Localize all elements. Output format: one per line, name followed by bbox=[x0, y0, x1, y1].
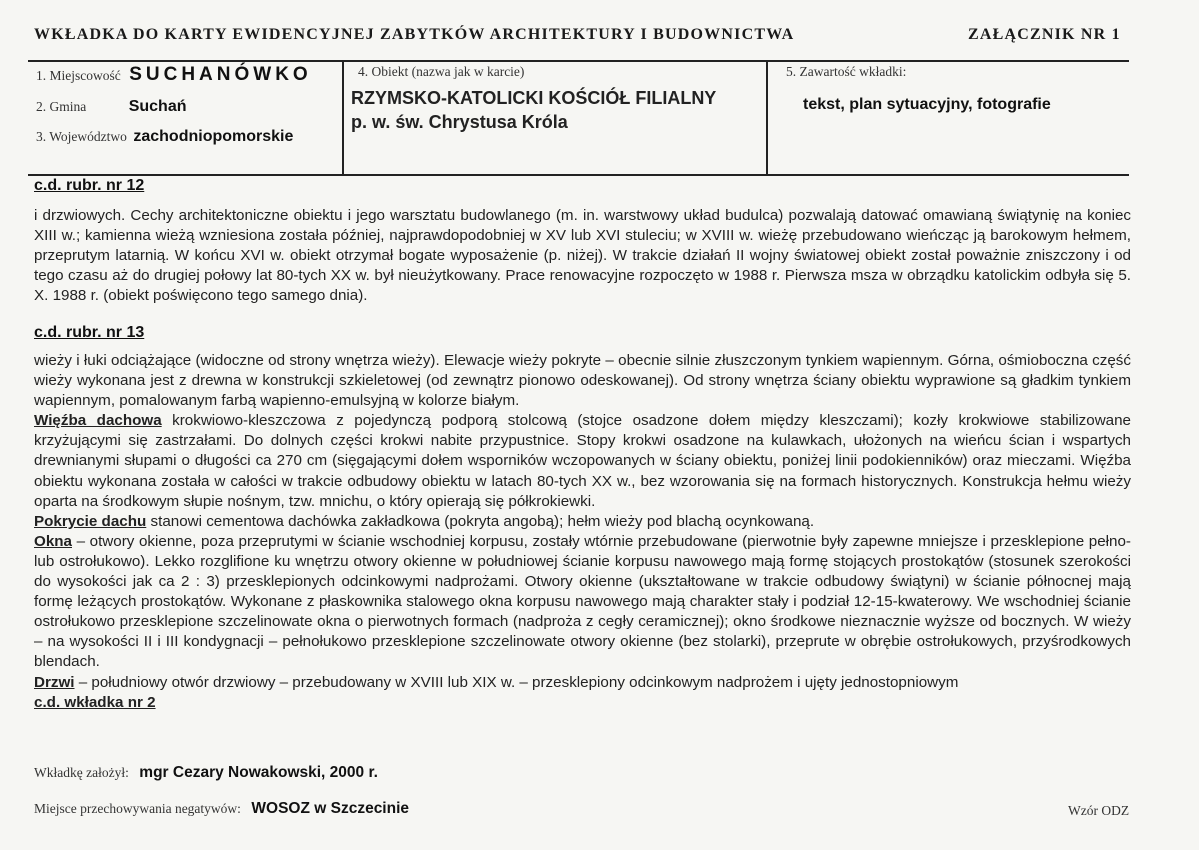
continued-link: c.d. wkładka nr 2 bbox=[34, 693, 156, 711]
field-voivodeship bbox=[36, 128, 293, 146]
field-commune-label: 2. Gmina bbox=[36, 99, 87, 114]
field-commune bbox=[36, 98, 187, 116]
roof-truss-heading: Więźba dachowa bbox=[34, 412, 162, 430]
field-object-value-line2: p. w. św. Chrystusa Króla bbox=[351, 112, 568, 132]
roof-covering-text: stanowi cementowa dachówka zakładkowa (pokryta angobą); hełm wieży pod blachą ocynkowaną. bbox=[146, 512, 815, 530]
section-13-body bbox=[34, 351, 1131, 713]
footer-author-label: Wkładkę założył: bbox=[34, 765, 129, 780]
doors-text: – południowy otwór drzwiowy – przebudowany w XVIII lub XIX w. – przesklepiony odcinkowym nadprożem i ujęty jednostopniowym bbox=[74, 673, 959, 691]
roof-covering-heading: Pokrycie dachu bbox=[34, 512, 147, 530]
field-locality-label: 1. Miejscowość bbox=[36, 68, 121, 83]
field-locality bbox=[36, 64, 312, 86]
footer-storage bbox=[34, 800, 409, 818]
section-12-title: c.d. rubr. nr 12 bbox=[34, 177, 145, 194]
annex-label: ZAŁĄCZNIK NR 1 bbox=[968, 26, 1121, 43]
field-locality-value: SUCHANÓWKO bbox=[129, 64, 312, 85]
section-13-intro: wieży i łuki odciążające (widoczne od strony wnętrza wieży). Elewacje wieży pokryte – obecnie silnie złuszczonym tynkiem wapiennym. Górna, ośmioboczna część wieży wykonana jest z drewna w konstrukcji szkieletowej (od zewnątrz pionowo odeskowanej). Od strony wnętrza ściany obiektu wyprawione są gładkim tynkiem wapiennym, pomalowanym farbą wapienno-emulsyjną w kolorze białym. bbox=[34, 352, 1131, 410]
field-contents-value: tekst, plan sytuacyjny, fotografie bbox=[803, 96, 1051, 113]
footer-storage-value: WOSOZ w Szczecinie bbox=[251, 800, 410, 817]
form-divider-right bbox=[766, 61, 768, 175]
field-voivodeship-value: zachodniopomorskie bbox=[133, 128, 294, 145]
windows-heading: Okna bbox=[34, 532, 72, 550]
roof-truss-text: krokwiowo-kleszczowa z pojedynczą podporą stolcową (stojce osadzone dołem między kleszczami); kozły krokwiowe stabilizowane krzyżującymi się zastrzałami. Do dolnych części krokwi nabite przypustnice. Stopy krokwi osadzone na kulawkach, ułożonych na wieńcu ścian i wspartych drewnianymi słupami o długości ca 270 cm (sięgającymi dołem wsporników wczopowanych w ściany obiektu, poniżej linii podokienników) oraz mieczami. Więźba obiektu wykonana została w całości w trakcie odbudowy obiektu w latach 80-tych XX w., bez wzorowania się na formach historycznych. Konstrukcja hełmu wieży oparta na środkowym słupie nośnym, tzw. mnichu, o który opierają się półkrokiewki. bbox=[34, 412, 1132, 510]
field-voivodeship-label: 3. Województwo bbox=[36, 129, 127, 144]
field-commune-value: Suchań bbox=[128, 98, 187, 115]
section-13-title: c.d. rubr. nr 13 bbox=[34, 324, 145, 341]
footer-form-label: Wzór ODZ bbox=[1068, 803, 1130, 818]
document-title: WKŁADKA DO KARTY EWIDENCYJNEJ ZABYTKÓW ARCHITEKTURY I BUDOWNICTWA bbox=[34, 26, 795, 43]
doors-heading: Drzwi bbox=[34, 673, 75, 691]
field-contents-label: 5. Zawartość wkładki: bbox=[786, 64, 907, 79]
form-bottom-border bbox=[28, 174, 1129, 176]
field-object-label: 4. Obiekt (nazwa jak w karcie) bbox=[358, 64, 525, 79]
windows-text: – otwory okienne, poza przeprutymi w ścianie wschodniej korpusu, zostały wtórnie przebudowane (pierwotnie były zapewne mniejsze i przesklepione pełno- lub ostrołukowo). Lekko rozglifione ku wnętrzu otwory okienne w południowej ścianie korpusu nawowego mają formę stojących prostokątów (stosunek szerokości do wysokości jak ca 2 : 3) przesklepionych odcinkowymi nadprożami. Otwory okienne (ukształtowane w trakcie odbudowy świątyni) w ścianie północnej mają formę leżących prostokątów. Wykonane z płaskownika stalowego okna korpusu nawowego mają charakter stały i podział 12-15-kwaterowy. We wschodniej ścianie ostrołukowo przesklepione szczelinowate okna o pierwotnych formach (nadproża z cegły ceramicznej); okno środkowe nieznacznie wyższe od bocznych. W wieży – na wysokości II i III kondygnacji – pełnołukowo przesklepione szczelinowate otwory okienne (bez stolarki), przeprute w obrębie ostrołukowych, przyśrodkowych blendach. bbox=[34, 532, 1131, 671]
footer-author-value: mgr Cezary Nowakowski, 2000 r. bbox=[139, 764, 378, 781]
section-12-text: i drzwiowych. Cechy architektoniczne obiektu i jego warsztatu budowlanego (m. in. warstwowy układ budulca) pozwalają datować omawianą świątynię na koniec XIII w.; kamienna wieżą wzniesiona została później, najprawdopodobniej w XV lub XVI stuleciu; w XVIII w. wieżę przebudowano wieńcząc ją barokowym hełmem, przeprutym latarnią. W końcu XVI w. obiekt otrzymał bogate wyposażenie (p. niżej). W trakcie działań II wojny światowej obiekt został poważnie zniszczony i od tego czasu aż do drugiej połowy lat 80-tych XX w. był nieużytkowany. Prace renowacyjne rozpoczęto w 1988 r. Pierwsza msza w obrządku katolickim odbyła się 5. X. 1988 r. (obiekt poświęcono tego samego dnia). bbox=[34, 207, 1131, 305]
field-object-value-line1: RZYMSKO-KATOLICKI KOŚCIÓŁ FILIALNY bbox=[351, 88, 717, 108]
footer-author bbox=[34, 764, 378, 782]
form-divider-left bbox=[342, 61, 344, 175]
footer-storage-label: Miejsce przechowywania negatywów: bbox=[34, 801, 241, 816]
form-top-border bbox=[28, 60, 1129, 62]
